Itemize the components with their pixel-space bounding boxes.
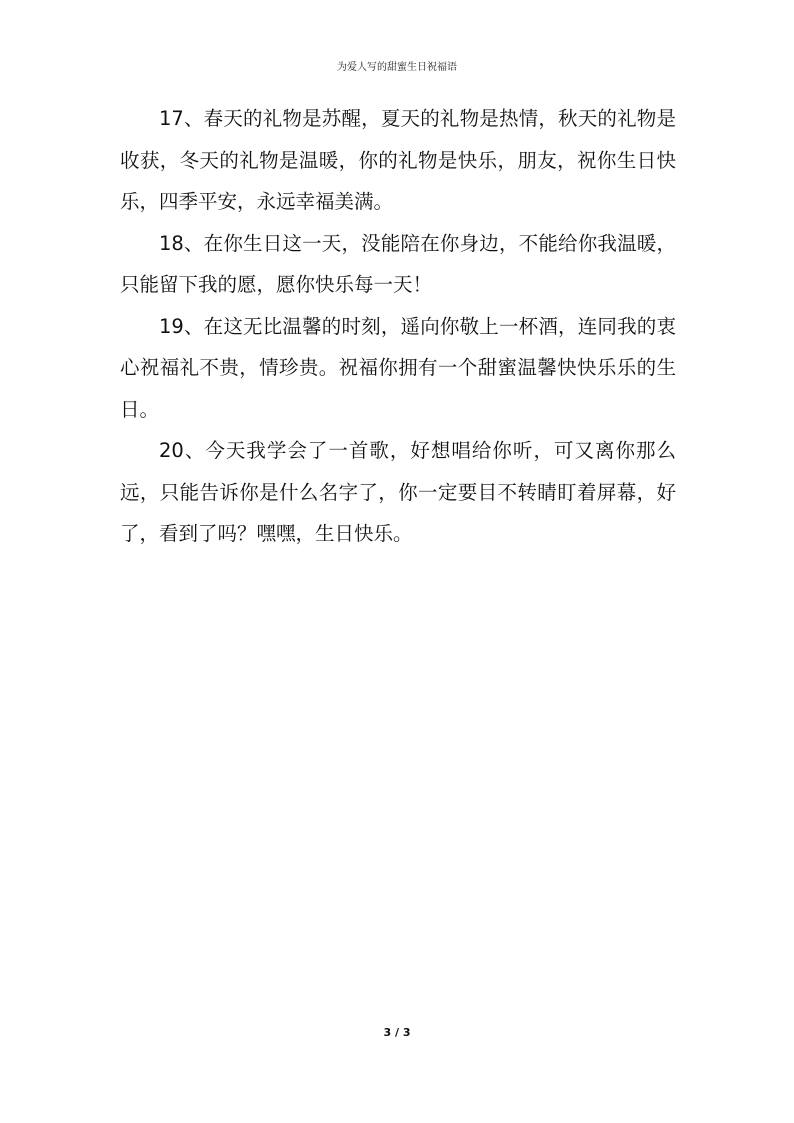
page-number: 3 / 3 — [383, 1026, 411, 1039]
document-body — [120, 98, 676, 555]
paragraph-20: 20、今天我学会了一首歌，好想唱给你听，可又离你那么远，只能告诉你是什么名字了，你一定要目不转睛盯着屏幕，好了，看到了吗？嘿嘿，生日快乐。 — [120, 439, 676, 545]
paragraph-17: 17、春天的礼物是苏醒，夏天的礼物是热情，秋天的礼物是收获，冬天的礼物是温暖，你的礼物是快乐，朋友，祝你生日快乐，四季平安，永远幸福美满。 — [120, 107, 676, 213]
paragraph-18: 18、在你生日这一天，没能陪在你身边，不能给你我温暖，只能留下我的愿，愿你快乐每一天！ — [120, 231, 676, 296]
paragraph-19: 19、在这无比温馨的时刻，遥向你敬上一杯酒，连同我的衷心祝福礼不贵，情珍贵。祝福你拥有一个甜蜜温馨快快乐乐的生日。 — [120, 314, 676, 421]
page-header: 为爱人写的甜蜜生日祝福语 — [337, 62, 457, 73]
